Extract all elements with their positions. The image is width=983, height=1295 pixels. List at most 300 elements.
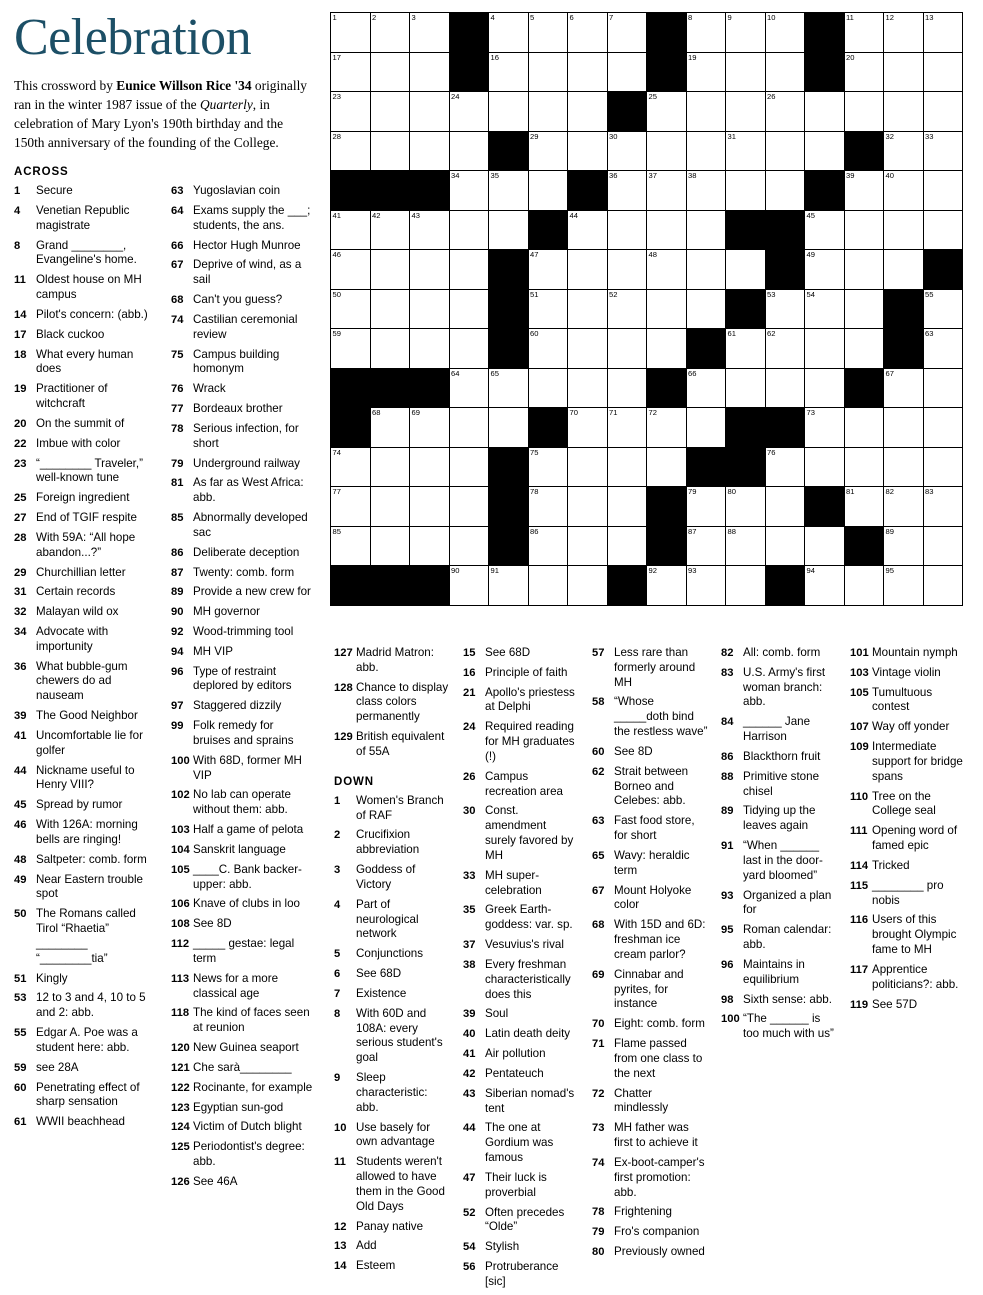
- across-clue[interactable]: [14, 853, 157, 868]
- grid-cell[interactable]: [528, 131, 568, 171]
- grid-cell[interactable]: [884, 92, 924, 132]
- down-clue[interactable]: [592, 1087, 708, 1117]
- grid-cell[interactable]: [607, 408, 647, 448]
- grid-cell[interactable]: [884, 566, 924, 606]
- down-clue[interactable]: [721, 958, 837, 988]
- grid-cell[interactable]: [884, 487, 924, 527]
- down-clue[interactable]: [592, 765, 708, 809]
- grid-cell[interactable]: [726, 52, 766, 92]
- grid-cell[interactable]: [923, 52, 963, 92]
- grid-cell[interactable]: [489, 408, 529, 448]
- across-clue[interactable]: [14, 531, 157, 561]
- down-clue[interactable]: [721, 839, 837, 883]
- grid-cell[interactable]: [449, 250, 489, 290]
- grid-cell[interactable]: [607, 526, 647, 566]
- across-clue[interactable]: [171, 917, 314, 932]
- grid-cell[interactable]: [884, 13, 924, 53]
- grid-cell[interactable]: [726, 171, 766, 211]
- grid-cell[interactable]: [370, 408, 410, 448]
- across-clue[interactable]: [14, 709, 157, 724]
- grid-cell[interactable]: [607, 487, 647, 527]
- grid-cell[interactable]: [884, 250, 924, 290]
- down-clue[interactable]: [334, 1220, 450, 1235]
- across-clue[interactable]: [14, 348, 157, 378]
- grid-cell[interactable]: [528, 52, 568, 92]
- down-clue[interactable]: [721, 804, 837, 834]
- down-clue[interactable]: [850, 790, 966, 820]
- down-clue[interactable]: [721, 770, 837, 800]
- grid-cell[interactable]: [923, 566, 963, 606]
- grid-cell[interactable]: [647, 408, 687, 448]
- grid-cell[interactable]: [844, 289, 884, 329]
- down-clue[interactable]: [850, 646, 966, 661]
- grid-cell[interactable]: [647, 447, 687, 487]
- down-clue[interactable]: [463, 1260, 579, 1290]
- grid-cell[interactable]: [884, 210, 924, 250]
- grid-cell[interactable]: [686, 13, 726, 53]
- grid-cell[interactable]: [726, 13, 766, 53]
- down-clue[interactable]: [721, 1012, 837, 1042]
- across-clue[interactable]: [14, 184, 157, 199]
- down-clue[interactable]: [592, 1037, 708, 1081]
- grid-cell[interactable]: [923, 92, 963, 132]
- grid-cell[interactable]: [686, 487, 726, 527]
- down-clue[interactable]: [334, 987, 450, 1002]
- grid-cell[interactable]: [726, 92, 766, 132]
- grid-cell[interactable]: [686, 289, 726, 329]
- grid-cell[interactable]: [489, 368, 529, 408]
- down-clue[interactable]: [463, 903, 579, 933]
- grid-cell[interactable]: [370, 210, 410, 250]
- across-clue[interactable]: [14, 328, 157, 343]
- down-clue[interactable]: [721, 993, 837, 1008]
- grid-cell[interactable]: [923, 329, 963, 369]
- grid-cell[interactable]: [884, 52, 924, 92]
- across-clue[interactable]: [171, 937, 314, 967]
- grid-cell[interactable]: [410, 210, 450, 250]
- grid-cell[interactable]: [607, 368, 647, 408]
- grid-cell[interactable]: [686, 92, 726, 132]
- grid-cell[interactable]: [568, 447, 608, 487]
- grid-cell[interactable]: [686, 250, 726, 290]
- across-clue[interactable]: [171, 1041, 314, 1056]
- grid-cell[interactable]: [528, 13, 568, 53]
- grid-cell[interactable]: [805, 289, 845, 329]
- across-clue[interactable]: [171, 1081, 314, 1096]
- down-clue[interactable]: [721, 750, 837, 765]
- grid-cell[interactable]: [884, 171, 924, 211]
- grid-cell[interactable]: [528, 171, 568, 211]
- grid-cell[interactable]: [370, 13, 410, 53]
- across-clue[interactable]: [171, 184, 314, 199]
- down-clue[interactable]: [463, 869, 579, 899]
- grid-cell[interactable]: [568, 526, 608, 566]
- grid-cell[interactable]: [568, 131, 608, 171]
- across-clue[interactable]: [171, 754, 314, 784]
- grid-cell[interactable]: [844, 566, 884, 606]
- grid-cell[interactable]: [331, 447, 371, 487]
- grid-cell[interactable]: [528, 329, 568, 369]
- down-clue[interactable]: [592, 968, 708, 1012]
- grid-cell[interactable]: [489, 210, 529, 250]
- grid-cell[interactable]: [370, 526, 410, 566]
- grid-cell[interactable]: [410, 250, 450, 290]
- grid-cell[interactable]: [765, 131, 805, 171]
- across-clue[interactable]: [14, 1026, 157, 1056]
- grid-cell[interactable]: [844, 92, 884, 132]
- grid-cell[interactable]: [607, 289, 647, 329]
- grid-cell[interactable]: [647, 250, 687, 290]
- grid-cell[interactable]: [884, 526, 924, 566]
- grid-cell[interactable]: [370, 289, 410, 329]
- across-clue[interactable]: [14, 491, 157, 506]
- down-clue[interactable]: [334, 1121, 450, 1151]
- grid-cell[interactable]: [765, 171, 805, 211]
- across-clue[interactable]: [334, 646, 450, 676]
- grid-cell[interactable]: [647, 566, 687, 606]
- grid-cell[interactable]: [331, 526, 371, 566]
- grid-cell[interactable]: [568, 566, 608, 606]
- across-clue[interactable]: [171, 204, 314, 234]
- grid-cell[interactable]: [844, 210, 884, 250]
- across-clue[interactable]: [171, 625, 314, 640]
- grid-cell[interactable]: [844, 408, 884, 448]
- grid-cell[interactable]: [449, 210, 489, 250]
- grid-cell[interactable]: [528, 368, 568, 408]
- grid-cell[interactable]: [370, 487, 410, 527]
- across-clue[interactable]: [171, 313, 314, 343]
- grid-cell[interactable]: [410, 526, 450, 566]
- down-clue[interactable]: [334, 1071, 450, 1115]
- grid-cell[interactable]: [923, 289, 963, 329]
- grid-cell[interactable]: [805, 329, 845, 369]
- across-clue[interactable]: [14, 382, 157, 412]
- grid-cell[interactable]: [489, 13, 529, 53]
- across-clue[interactable]: [171, 239, 314, 254]
- grid-cell[interactable]: [805, 92, 845, 132]
- across-clue[interactable]: [171, 348, 314, 378]
- across-clue[interactable]: [171, 1175, 314, 1190]
- grid-cell[interactable]: [449, 566, 489, 606]
- across-clue[interactable]: [171, 1140, 314, 1170]
- grid-cell[interactable]: [568, 210, 608, 250]
- down-clue[interactable]: [721, 889, 837, 919]
- down-clue[interactable]: [850, 740, 966, 784]
- grid-cell[interactable]: [331, 13, 371, 53]
- grid-cell[interactable]: [607, 13, 647, 53]
- grid-cell[interactable]: [884, 447, 924, 487]
- grid-cell[interactable]: [844, 447, 884, 487]
- grid-cell[interactable]: [370, 447, 410, 487]
- grid-cell[interactable]: [607, 329, 647, 369]
- down-clue[interactable]: [463, 686, 579, 716]
- grid-cell[interactable]: [844, 250, 884, 290]
- across-clue[interactable]: [14, 907, 157, 966]
- down-clue[interactable]: [463, 1007, 579, 1022]
- down-clue[interactable]: [463, 1087, 579, 1117]
- grid-cell[interactable]: [884, 408, 924, 448]
- grid-cell[interactable]: [726, 131, 766, 171]
- grid-cell[interactable]: [805, 131, 845, 171]
- grid-cell[interactable]: [449, 526, 489, 566]
- grid-cell[interactable]: [331, 92, 371, 132]
- grid-cell[interactable]: [410, 408, 450, 448]
- across-clue[interactable]: [171, 1061, 314, 1076]
- grid-cell[interactable]: [765, 526, 805, 566]
- across-clue[interactable]: [171, 645, 314, 660]
- grid-cell[interactable]: [765, 447, 805, 487]
- down-clue[interactable]: [334, 898, 450, 942]
- grid-cell[interactable]: [607, 210, 647, 250]
- grid-cell[interactable]: [410, 289, 450, 329]
- across-clue[interactable]: [14, 308, 157, 323]
- across-clue[interactable]: [14, 566, 157, 581]
- across-clue[interactable]: [14, 972, 157, 987]
- grid-cell[interactable]: [923, 210, 963, 250]
- grid-cell[interactable]: [647, 329, 687, 369]
- grid-cell[interactable]: [410, 447, 450, 487]
- grid-cell[interactable]: [331, 487, 371, 527]
- grid-cell[interactable]: [568, 250, 608, 290]
- down-clue[interactable]: [334, 1007, 450, 1066]
- grid-cell[interactable]: [370, 250, 410, 290]
- down-clue[interactable]: [592, 1225, 708, 1240]
- down-clue[interactable]: [592, 814, 708, 844]
- grid-cell[interactable]: [647, 289, 687, 329]
- across-clue[interactable]: [14, 204, 157, 234]
- down-clue[interactable]: [850, 666, 966, 681]
- grid-cell[interactable]: [686, 408, 726, 448]
- across-clue[interactable]: [171, 605, 314, 620]
- across-clue[interactable]: [171, 823, 314, 838]
- grid-cell[interactable]: [331, 289, 371, 329]
- down-clue[interactable]: [592, 1017, 708, 1032]
- down-clue[interactable]: [721, 646, 837, 661]
- down-clue[interactable]: [592, 745, 708, 760]
- grid-cell[interactable]: [449, 487, 489, 527]
- grid-cell[interactable]: [568, 13, 608, 53]
- grid-cell[interactable]: [765, 368, 805, 408]
- grid-cell[interactable]: [923, 447, 963, 487]
- down-clue[interactable]: [463, 804, 579, 863]
- across-clue[interactable]: [14, 437, 157, 452]
- across-clue[interactable]: [171, 382, 314, 397]
- down-clue[interactable]: [850, 998, 966, 1013]
- grid-cell[interactable]: [568, 289, 608, 329]
- down-clue[interactable]: [850, 963, 966, 993]
- down-clue[interactable]: [592, 646, 708, 690]
- across-clue[interactable]: [171, 546, 314, 561]
- grid-cell[interactable]: [568, 52, 608, 92]
- across-clue[interactable]: [14, 764, 157, 794]
- across-clue[interactable]: [171, 843, 314, 858]
- across-clue[interactable]: [171, 457, 314, 472]
- grid-cell[interactable]: [686, 526, 726, 566]
- grid-cell[interactable]: [607, 250, 647, 290]
- across-clue[interactable]: [14, 585, 157, 600]
- grid-cell[interactable]: [410, 131, 450, 171]
- down-clue[interactable]: [463, 666, 579, 681]
- down-clue[interactable]: [592, 695, 708, 739]
- grid-cell[interactable]: [370, 92, 410, 132]
- grid-cell[interactable]: [528, 447, 568, 487]
- grid-cell[interactable]: [528, 250, 568, 290]
- grid-cell[interactable]: [449, 408, 489, 448]
- crossword-grid[interactable]: [330, 12, 963, 606]
- down-clue[interactable]: [334, 828, 450, 858]
- across-clue[interactable]: [14, 660, 157, 704]
- grid-cell[interactable]: [607, 52, 647, 92]
- grid-cell[interactable]: [647, 131, 687, 171]
- across-clue[interactable]: [14, 1081, 157, 1111]
- down-clue[interactable]: [463, 770, 579, 800]
- across-clue[interactable]: [14, 457, 157, 487]
- grid-cell[interactable]: [568, 329, 608, 369]
- grid-cell[interactable]: [568, 408, 608, 448]
- grid-cell[interactable]: [765, 329, 805, 369]
- grid-cell[interactable]: [805, 368, 845, 408]
- grid-cell[interactable]: [805, 250, 845, 290]
- grid-cell[interactable]: [370, 52, 410, 92]
- grid-cell[interactable]: [489, 171, 529, 211]
- grid-cell[interactable]: [686, 131, 726, 171]
- grid-cell[interactable]: [410, 329, 450, 369]
- grid-cell[interactable]: [765, 289, 805, 329]
- down-clue[interactable]: [334, 967, 450, 982]
- down-clue[interactable]: [463, 720, 579, 764]
- down-clue[interactable]: [850, 859, 966, 874]
- across-clue[interactable]: [334, 730, 450, 760]
- across-clue[interactable]: [171, 897, 314, 912]
- across-clue[interactable]: [14, 417, 157, 432]
- grid-cell[interactable]: [884, 368, 924, 408]
- across-clue[interactable]: [14, 991, 157, 1021]
- grid-cell[interactable]: [805, 447, 845, 487]
- down-clue[interactable]: [334, 947, 450, 962]
- down-clue[interactable]: [721, 923, 837, 953]
- down-clue[interactable]: [463, 1047, 579, 1062]
- grid-cell[interactable]: [765, 52, 805, 92]
- down-clue[interactable]: [592, 1121, 708, 1151]
- grid-cell[interactable]: [489, 566, 529, 606]
- grid-cell[interactable]: [331, 329, 371, 369]
- down-clue[interactable]: [334, 794, 450, 824]
- across-clue[interactable]: [14, 873, 157, 903]
- across-clue[interactable]: [171, 1006, 314, 1036]
- down-clue[interactable]: [463, 1206, 579, 1236]
- across-clue[interactable]: [171, 422, 314, 452]
- grid-cell[interactable]: [726, 250, 766, 290]
- down-clue[interactable]: [721, 666, 837, 710]
- across-clue[interactable]: [14, 729, 157, 759]
- down-clue[interactable]: [592, 884, 708, 914]
- across-clue[interactable]: [14, 1061, 157, 1076]
- grid-cell[interactable]: [805, 566, 845, 606]
- down-clue[interactable]: [463, 1171, 579, 1201]
- grid-cell[interactable]: [607, 131, 647, 171]
- across-clue[interactable]: [171, 972, 314, 1002]
- grid-cell[interactable]: [686, 52, 726, 92]
- down-clue[interactable]: [463, 646, 579, 661]
- across-clue[interactable]: [171, 585, 314, 600]
- grid-cell[interactable]: [647, 210, 687, 250]
- grid-cell[interactable]: [449, 329, 489, 369]
- grid-cell[interactable]: [765, 13, 805, 53]
- across-clue[interactable]: [14, 239, 157, 269]
- across-clue[interactable]: [14, 273, 157, 303]
- down-clue[interactable]: [334, 863, 450, 893]
- grid-cell[interactable]: [410, 52, 450, 92]
- grid-cell[interactable]: [331, 52, 371, 92]
- down-clue[interactable]: [850, 720, 966, 735]
- grid-cell[interactable]: [726, 329, 766, 369]
- down-clue[interactable]: [463, 1067, 579, 1082]
- grid-cell[interactable]: [331, 250, 371, 290]
- across-clue[interactable]: [171, 476, 314, 506]
- grid-cell[interactable]: [923, 487, 963, 527]
- grid-cell[interactable]: [765, 487, 805, 527]
- grid-cell[interactable]: [884, 131, 924, 171]
- grid-cell[interactable]: [449, 368, 489, 408]
- grid-cell[interactable]: [805, 526, 845, 566]
- down-clue[interactable]: [463, 938, 579, 953]
- grid-cell[interactable]: [844, 52, 884, 92]
- grid-cell[interactable]: [607, 171, 647, 211]
- down-clue[interactable]: [592, 1205, 708, 1220]
- grid-cell[interactable]: [331, 131, 371, 171]
- grid-cell[interactable]: [410, 92, 450, 132]
- down-clue[interactable]: [334, 1155, 450, 1214]
- across-clue[interactable]: [334, 681, 450, 725]
- grid-cell[interactable]: [923, 171, 963, 211]
- grid-cell[interactable]: [647, 171, 687, 211]
- grid-cell[interactable]: [449, 92, 489, 132]
- grid-cell[interactable]: [528, 566, 568, 606]
- across-clue[interactable]: [14, 1115, 157, 1130]
- across-clue[interactable]: [171, 699, 314, 714]
- grid-cell[interactable]: [726, 566, 766, 606]
- down-clue[interactable]: [850, 686, 966, 716]
- grid-cell[interactable]: [844, 171, 884, 211]
- grid-cell[interactable]: [765, 92, 805, 132]
- grid-cell[interactable]: [923, 131, 963, 171]
- grid-cell[interactable]: [410, 487, 450, 527]
- grid-cell[interactable]: [489, 52, 529, 92]
- grid-cell[interactable]: [844, 13, 884, 53]
- down-clue[interactable]: [592, 1156, 708, 1200]
- down-clue[interactable]: [463, 1027, 579, 1042]
- grid-cell[interactable]: [528, 289, 568, 329]
- down-clue[interactable]: [850, 913, 966, 957]
- grid-cell[interactable]: [805, 210, 845, 250]
- grid-cell[interactable]: [489, 92, 529, 132]
- down-clue[interactable]: [721, 715, 837, 745]
- across-clue[interactable]: [14, 605, 157, 620]
- grid-cell[interactable]: [410, 13, 450, 53]
- grid-cell[interactable]: [686, 210, 726, 250]
- grid-cell[interactable]: [686, 171, 726, 211]
- across-clue[interactable]: [14, 818, 157, 848]
- across-clue[interactable]: [171, 293, 314, 308]
- across-clue[interactable]: [171, 863, 314, 893]
- across-clue[interactable]: [171, 258, 314, 288]
- grid-cell[interactable]: [568, 92, 608, 132]
- across-clue[interactable]: [171, 566, 314, 581]
- down-clue[interactable]: [334, 1259, 450, 1274]
- across-clue[interactable]: [171, 511, 314, 541]
- grid-cell[interactable]: [844, 487, 884, 527]
- grid-cell[interactable]: [449, 171, 489, 211]
